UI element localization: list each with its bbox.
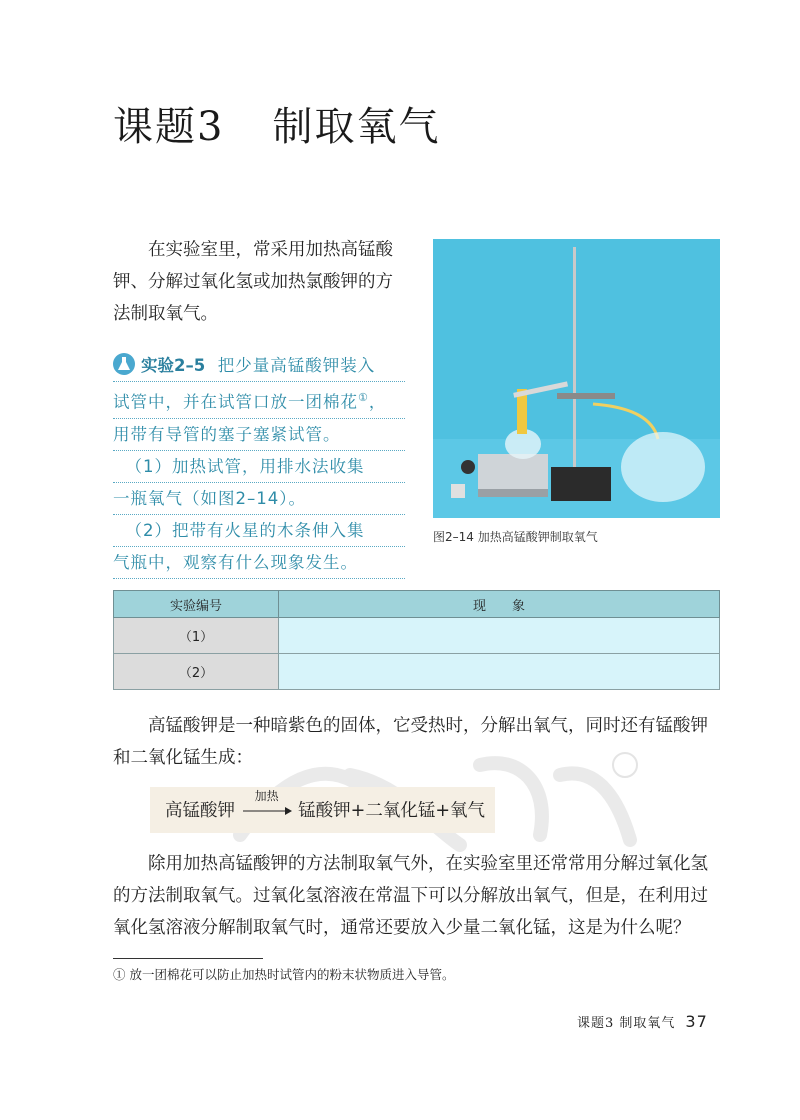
experiment-id-cell: （1）: [114, 618, 279, 654]
arrow-icon: [241, 801, 293, 821]
phenomenon-cell: [279, 618, 720, 654]
experiment-line: 用带有导管的塞子塞紧试管。: [113, 419, 405, 451]
table-row: [114, 654, 720, 690]
footnote-divider: [113, 958, 263, 959]
experiment-tag: 实验2–5: [141, 356, 206, 375]
experiment-line: [113, 382, 405, 419]
paragraph-line: 和二氧化锰生成：: [113, 748, 253, 768]
experiment-text: 试管中，并在试管口放一团棉花: [113, 392, 358, 412]
body-paragraph: [113, 848, 723, 944]
lesson-number: 课题3: [113, 104, 225, 150]
word-equation: [165, 789, 485, 822]
experiment-text: （2）把带有火星的木条伸入集: [125, 520, 365, 540]
experiment-text: （1）加热试管，用排水法收集: [125, 456, 365, 476]
experiment-text: 把少量高锰酸钾装入: [217, 356, 376, 375]
figure-caption: 图2–14 加热高锰酸钾制取氧气: [433, 530, 598, 544]
footer-section: 课题3 制取氧气: [577, 1016, 676, 1031]
products: 锰酸钾+二氧化锰+氧气: [298, 801, 485, 821]
experiment-line: 一瓶氧气（如图2–14）。: [113, 483, 405, 515]
reactant: 高锰酸钾: [165, 801, 235, 821]
lesson-title: 制取氧气: [272, 104, 441, 150]
flask-icon: [113, 353, 135, 375]
observation-table: [113, 590, 720, 690]
phenomenon-cell: [279, 654, 720, 690]
intro-line: 钾、分解过氧化氢或加热氯酸钾的方: [113, 272, 393, 292]
experiment-line: 气瓶中，观察有什么现象发生。: [113, 547, 405, 579]
experiment-block: [113, 350, 405, 579]
column-header: 实验编号: [114, 591, 279, 618]
experiment-text: ，: [368, 392, 387, 412]
column-header: 现 象: [279, 591, 720, 618]
intro-line: 法制取氧气。: [113, 304, 218, 324]
experiment-line: [113, 350, 405, 382]
reaction-arrow: [241, 789, 293, 821]
paragraph-line: 氧化氢溶液分解制取氧气时，通常还要放入少量二氧化锰，这是为什么呢？: [113, 918, 691, 938]
intro-line: 在实验室里，常采用加热高锰酸: [148, 240, 393, 260]
paragraph-line: 的方法制取氧气。过氧化氢溶液在常温下可以分解放出氧气，但是，在利用过: [113, 886, 708, 906]
apparatus-photo: [433, 239, 720, 518]
experiment-line: [113, 451, 405, 483]
paragraph-line: 高锰酸钾是一种暗紫色的固体，它受热时，分解出氧气，同时还有锰酸钾: [148, 716, 708, 736]
intro-paragraph: [113, 234, 413, 330]
experiment-line: [113, 515, 405, 547]
page-number: 37: [685, 1012, 708, 1031]
page-title: [113, 95, 440, 152]
footnote: ① 放一团棉花可以防止加热时试管内的粉末状物质进入导管。: [113, 967, 455, 982]
footnote-marker[interactable]: ①: [358, 391, 369, 404]
table-row: [114, 618, 720, 654]
table-header-row: [114, 591, 720, 618]
reaction-condition: 加热: [254, 789, 279, 803]
experiment-id-cell: （2）: [114, 654, 279, 690]
page-footer: [577, 1012, 708, 1031]
paragraph-line: 除用加热高锰酸钾的方法制取氧气外，在实验室里还常常用分解过氧化氢: [148, 854, 708, 874]
